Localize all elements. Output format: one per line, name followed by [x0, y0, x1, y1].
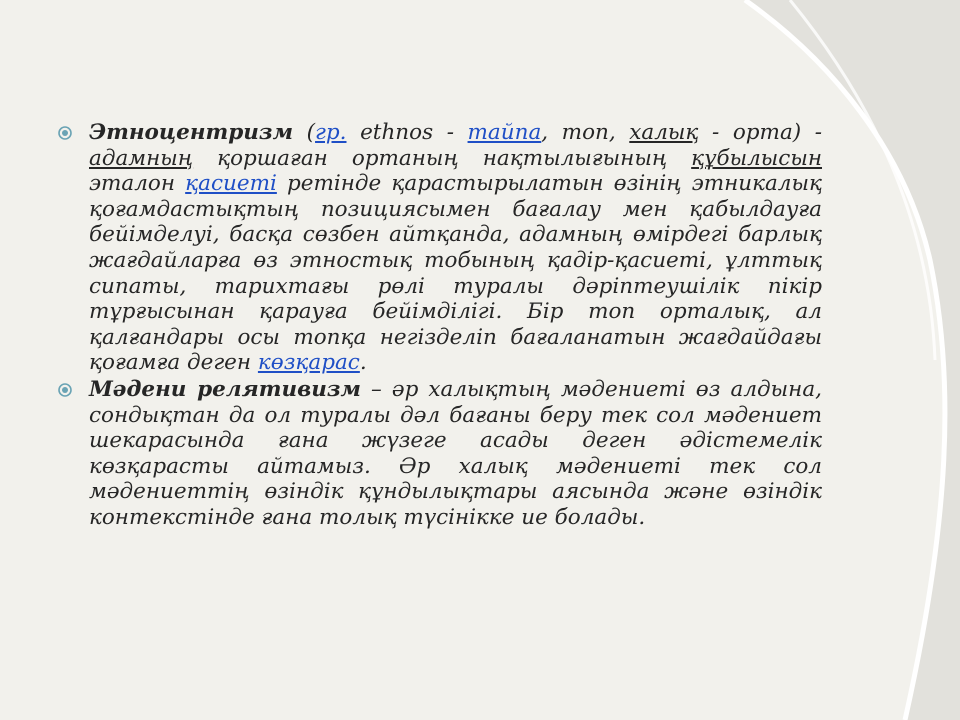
body-text: .: [359, 350, 367, 376]
body-text: қоршаған ортаның нақтылығының: [193, 145, 692, 171]
body-text: ethnos -: [346, 120, 468, 145]
hyperlink[interactable]: қасиеті: [185, 171, 277, 197]
paragraph-text: [89, 120, 822, 375]
term-heading: Этноцентризм: [89, 120, 294, 145]
hyperlink[interactable]: гр.: [315, 120, 347, 145]
circle-target-bullet-icon: [58, 126, 72, 140]
slide-content: [58, 120, 822, 532]
hyperlink[interactable]: тайпа: [467, 120, 542, 145]
paragraph-cultural-relativism: [58, 377, 822, 531]
paragraph-ethnocentrism: [58, 120, 822, 376]
body-text: , топ,: [541, 120, 630, 145]
paragraph-text: [89, 377, 822, 530]
body-text: эталон: [89, 171, 186, 197]
body-text: ретінде қарастырылатын өзінің этникалық қоғамдастықтың позициясымен бағалау мен қабылдауға бейімделуі, басқа сөзбен айтқанда, адамның өмірдегі барлық жағдайларға өз этностық тобының қадір-қасиеті, ұлттық сипаты, тарихтағы рөлі туралы дәріптеушілік пікір тұрғысынан қарауға бейімділігі. Бір топ орталық, ал қалғандары осы топқа негізделіп бағаланатын жағдайдағы қоғамға деген: [89, 171, 822, 376]
underlined-text: халық: [629, 120, 699, 145]
circle-target-bullet-icon: [58, 383, 72, 397]
body-text: - орта) -: [698, 120, 822, 145]
underlined-text: құбылысын: [691, 145, 822, 171]
body-text: – әр халықтың мәдениеті өз алдына, сондықтан да ол туралы дәл бағаны беру тек сол мәдениет шекарасында ғана жүзеге асады деген әдістемелік көзқарасты айтамыз. Әр халық мәдениеті тек сол мәдениеттің өзіндік құндылықтары аясында және өзіндік контекстінде ғана толық түсінікке ие болады.: [89, 376, 822, 530]
body-text: (: [293, 120, 316, 145]
underlined-text: адамның: [89, 145, 194, 171]
term-heading: Мәдени релятивизм: [89, 376, 361, 402]
hyperlink[interactable]: көзқарас: [257, 350, 360, 376]
